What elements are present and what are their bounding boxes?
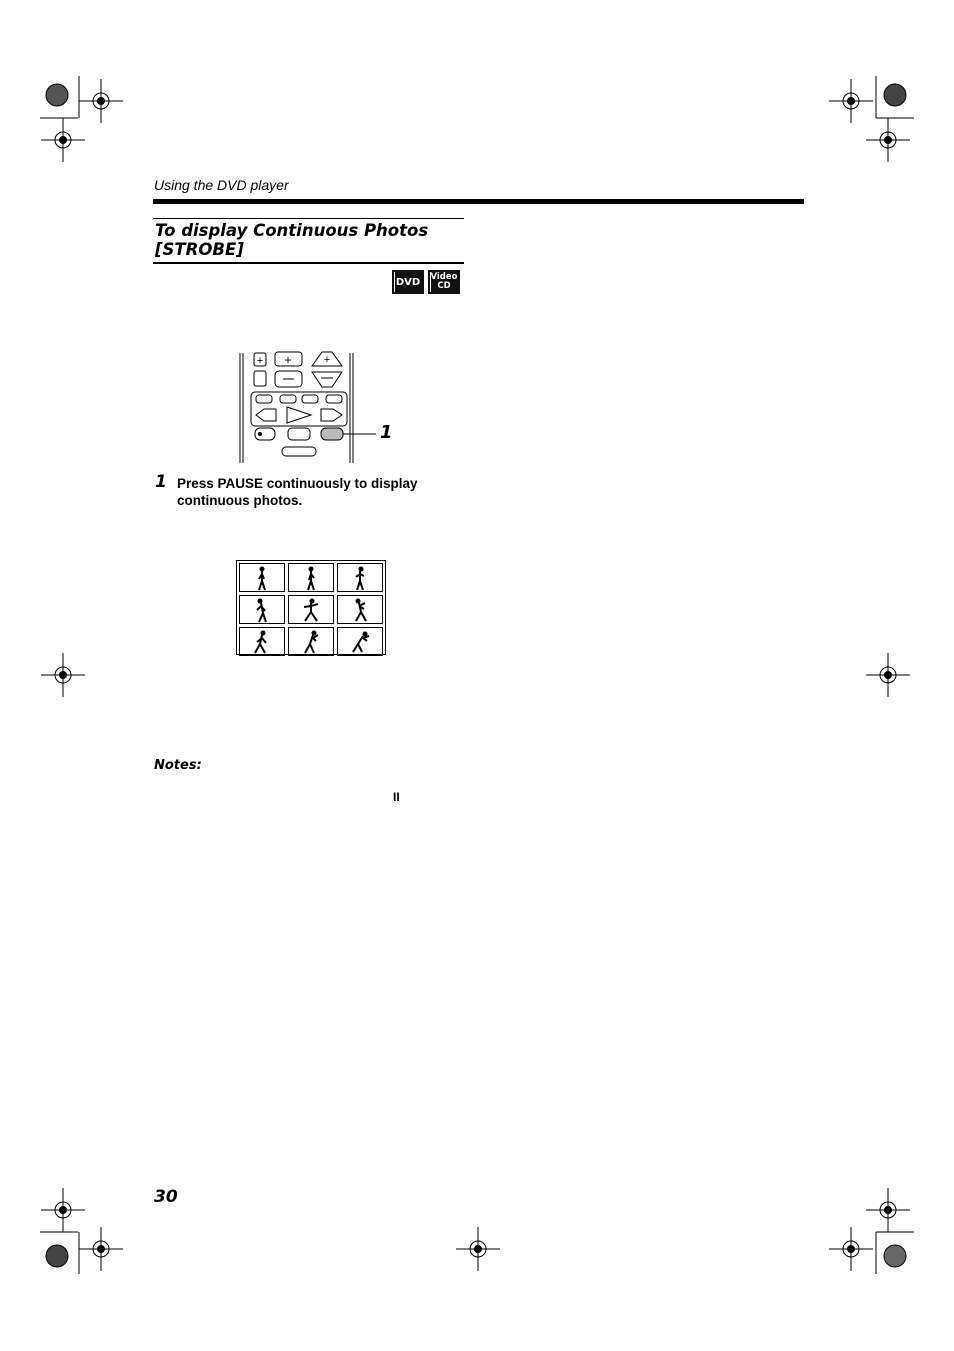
step-number: 1 [155, 472, 167, 492]
strobe-photo-grid [236, 560, 386, 655]
play-button-icon [287, 407, 311, 423]
golfer-figure-icon [348, 629, 372, 655]
golfer-figure-icon [252, 597, 272, 623]
photo-thumbnail [337, 627, 383, 656]
photo-thumbnail [337, 563, 383, 592]
golfer-figure-icon [301, 565, 321, 591]
section-label: Using the DVD player [154, 177, 289, 193]
golfer-figure-icon [251, 629, 273, 655]
photo-thumbnail [288, 627, 334, 656]
pause-button-icon [321, 428, 343, 440]
pause-symbol: II [393, 790, 400, 804]
fast-forward-button-icon [321, 409, 342, 421]
photo-thumbnail [288, 595, 334, 624]
section-title: To display Continuous Photos [STROBE] [155, 221, 429, 259]
video-cd-badge-line1: Video [430, 272, 458, 282]
photo-thumbnail [239, 595, 285, 624]
photo-thumbnail [288, 563, 334, 592]
step-instruction: Press PAUSE continuously to display continuous photos. [177, 476, 418, 508]
svg-text:+: + [284, 353, 292, 367]
down-arrow-button-icon [312, 372, 342, 387]
rewind-button-icon [256, 409, 276, 421]
next-button-icon [326, 395, 342, 403]
video-cd-badge-line2: CD [437, 281, 451, 291]
golfer-figure-icon [300, 629, 322, 655]
golfer-figure-icon [350, 565, 370, 591]
notes-heading: Notes: [154, 758, 202, 773]
photo-thumbnail [239, 563, 285, 592]
svg-text:+: + [323, 354, 331, 366]
golfer-figure-icon [300, 597, 322, 623]
dvd-badge-label: DVD [395, 276, 421, 288]
callout-number: 1 [380, 422, 393, 443]
photo-thumbnail [337, 595, 383, 624]
page-number: 30 [154, 1187, 178, 1207]
golfer-figure-icon [252, 565, 272, 591]
previous-button-icon [256, 395, 272, 403]
stop-button-icon [288, 428, 310, 440]
photo-thumbnail [239, 627, 285, 656]
svg-text:+: + [256, 355, 264, 367]
golfer-figure-icon [349, 597, 371, 623]
